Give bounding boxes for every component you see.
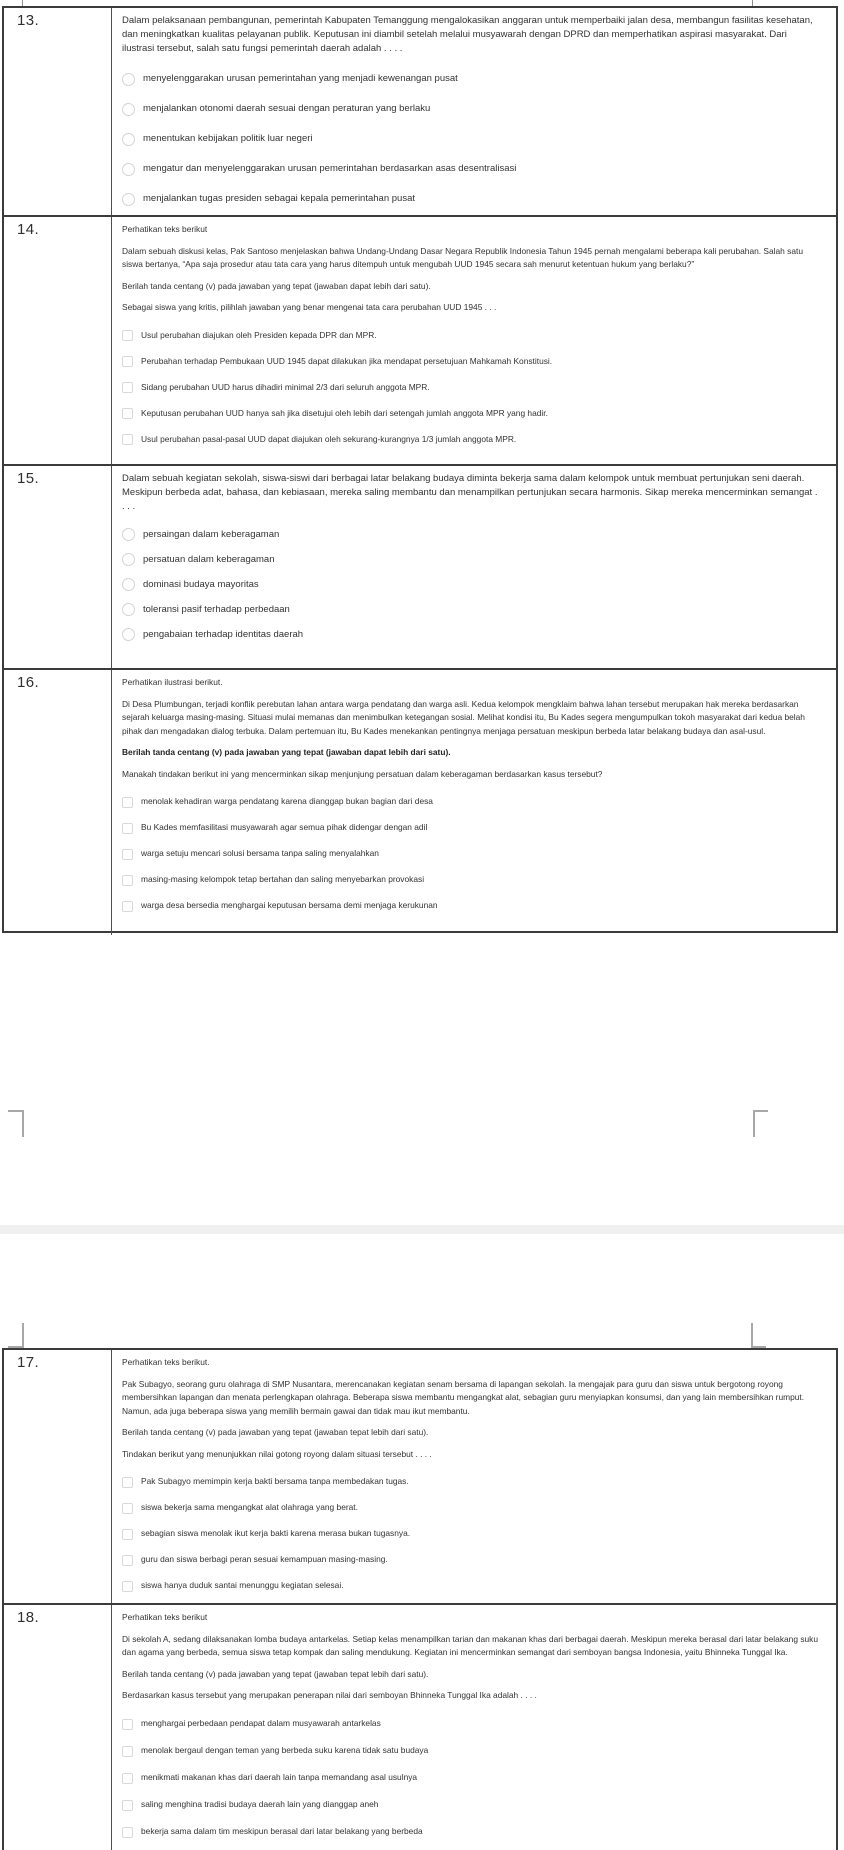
question-paragraph: Berilah tanda centang (v) pada jawaban yang tepat (jawaban dapat lebih dari satu). [122,280,431,291]
checkbox-icon[interactable] [122,1746,133,1757]
options-list [122,1469,820,1599]
option-label: menghargai perbedaan pendapat dalam musyawarah antarkelas [141,1718,381,1729]
checkbox-icon[interactable] [122,797,133,808]
question-paragraph: Di sekolah A, sedang dilaksanakan lomba budaya antarkelas. Setiap kelas menampilkan tarian dan makanan khas dari berbagai daerah. Meskipun mereka berasal dari latar belakang suku dan agama yang berbeda, semua siswa tetap kompak dan saling mendukung. Kegiatan ini mencerminkan semangat dari semboyan bangsa Indonesia, yaitu Bhinneka Tunggal Ika. [122,1633,819,1657]
option-label: masing-masing kelompok tetap bertahan dan saling menyebarkan provokasi [141,874,425,885]
checkbox-icon[interactable] [122,823,133,834]
question-paragraph: Tindakan berikut yang menunjukkan nilai gotong royong dalam situasi tersebut . . . . [122,1448,432,1459]
option-label: Keputusan perubahan UUD hanya sah jika disetujui oleh lebih dari setengah jumlah anggota MPR yang hadir. [141,407,548,418]
option-row [122,1521,820,1547]
option-label: Usul perubahan pasal-pasal UUD dapat diajukan oleh sekurang-kurangnya 1/3 jumlah anggota MPR. [141,433,517,444]
radio-icon[interactable] [122,628,135,641]
option-label: Usul perubahan diajukan oleh Presiden kepada DPR dan MPR. [141,329,377,340]
option-label: siswa bekerja sama mengangkat alat olahraga yang berat. [141,1502,358,1513]
option-label: warga setuju mencari solusi bersama tanpa saling menyalahkan [141,848,379,859]
page-bottom-corner-mark-right [753,1110,755,1137]
option-label: menjalankan tugas presiden sebagai kepala pemerintahan pusat [143,193,415,204]
option-row [122,94,820,124]
options-list [122,522,820,647]
question-number: 17. [4,1350,112,1603]
option-label: menyelenggarakan urusan pemerintahan yang menjadi kewenangan pusat [143,73,458,84]
question-paragraph: Berdasarkan kasus tersebut yang merupakan penerapan nilai dari semboyan Bhinneka Tunggal Ika adalah . . . . [122,1690,537,1700]
checkbox-icon[interactable] [122,356,133,367]
question-content [112,1350,836,1603]
option-row [122,622,820,647]
option-row [122,1495,820,1521]
option-label: dominasi budaya mayoritas [143,578,259,590]
option-label: menikmati makanan khas dari daerah lain tanpa memandang asal usulnya [141,1772,418,1783]
option-row [122,547,820,572]
questions-table-page2 [2,1348,838,1850]
option-label: saling menghina tradisi budaya daerah lain yang dianggap aneh [141,1799,379,1810]
option-row [122,893,820,919]
option-label: bekerja sama dalam tim meskipun berasal dari latar belakang yang berbeda [141,1826,423,1837]
radio-icon[interactable] [122,163,135,176]
checkbox-icon[interactable] [122,1581,133,1592]
radio-icon[interactable] [122,553,135,566]
page-separator-band [0,1225,844,1234]
question-paragraph: Dalam pelaksanaan pembangunan, pemerintah Kabupaten Temanggung mengalokasikan anggaran untuk memperbaiki jalan desa, membangun fasilitas kesehatan, dan meningkatkan kualitas pelayanan publik. Keputusan ini diambil setelah melalui musyawarah dengan DPRD dan memperhatikan aspirasi masyarakat. Dari ilustrasi tersebut, salah satu fungsi pemerintah daerah adalah . . . . [122,15,813,54]
question-paragraph: Sebagai siswa yang kritis, pilihlah jawaban yang benar mengenai tata cara perubahan UUD 1945 . . . [122,302,497,312]
option-label: mengatur dan menyelenggarakan urusan pemerintahan berdasarkan asas desentralisasi [143,163,517,174]
checkbox-icon[interactable] [122,1477,133,1488]
checkbox-icon[interactable] [122,1555,133,1566]
option-row [122,1711,820,1738]
option-label: Bu Kades memfasilitasi musyawarah agar semua pihak didengar dengan adil [141,822,428,833]
question-paragraph: Perhatikan ilustrasi berikut. [122,677,223,687]
checkbox-icon[interactable] [122,382,133,393]
question-number: 13. [4,8,112,215]
question-content [112,8,836,215]
option-row [122,1469,820,1495]
checkbox-icon[interactable] [122,330,133,341]
question-paragraph: Pak Subagyo, seorang guru olahraga di SMP Nusantara, merencanakan kegiatan senam bersama di lapangan sekolah. Ia mengajak para guru dan siswa untuk bergotong royong membersihkan lapangan dan menata perlengkapan olahraga. Beberapa siswa membantu mengangkat alat, sebagian guru menyiapkan konsumsi, dan yang lain membersihkan rumput. Namun, ada juga beberapa siswa yang memilih bermain gawai dan tidak mau ikut membantu. [122,1378,805,1416]
question-paragraph: Perhatikan teks berikut [122,1612,208,1622]
option-row [122,349,820,375]
radio-icon[interactable] [122,603,135,616]
page-bottom-corner-mark-right [753,1110,768,1112]
question-paragraph: Di Desa Plumbungan, terjadi konflik perebutan lahan antara warga pendatang dan warga asli. Kedua kelompok mengklaim bahwa lahan tersebut merupakan hak mereka berdasarkan sejarah keluarga masing-masing. Situasi mulai memanas dan menimbulkan ketegangan sosial. Melihat kondisi itu, Bu Kades segera mengumpulkan tokoh masyarakat dari kedua belah pihak dan mengadakan dialog terbuka. Dalam pertemuan itu, Bu Kades menekankan pentingnya menjaga persatuan meskipun berbeda latar belakang budaya dan asal-usul. [122,698,805,736]
radio-icon[interactable] [122,578,135,591]
option-row [122,572,820,597]
question-row [4,8,836,215]
options-list [122,789,820,919]
options-list [122,323,820,453]
checkbox-icon[interactable] [122,434,133,445]
page-top-corner-mark-right [751,1323,753,1348]
radio-icon[interactable] [122,103,135,116]
question-number: 15. [4,466,112,668]
option-row [122,64,820,94]
question-row [4,668,836,935]
checkbox-icon[interactable] [122,1773,133,1784]
option-row [122,323,820,349]
question-content [112,466,836,668]
question-row [4,1350,836,1603]
question-paragraph: Manakah tindakan berikut ini yang mencerminkan sikap menjunjung persatuan dalam keberagaman berdasarkan kasus tersebut? [122,768,603,779]
option-row [122,815,820,841]
option-label: menentukan kebijakan politik luar negeri [143,133,313,144]
question-paragraph: Perhatikan teks berikut. [122,1357,210,1367]
option-row [122,124,820,154]
question-content [112,217,836,464]
option-row [122,789,820,815]
option-row [122,841,820,867]
instruction-text: Berilah tanda centang (v) pada jawaban yang tepat (jawaban dapat lebih dari satu). [122,747,451,757]
question-paragraph: Dalam sebuah kegiatan sekolah, siswa-siswi dari berbagai latar belakang budaya diminta bekerja sama dalam kelompok untuk membuat pertunjukan seni daerah. Meskipun berbeda adat, bahasa, dan kebiasaan, mereka saling membantu dan menampilkan pertunjukan secara harmonis. Sikap mereka mencerminkan semangat . . . . [122,473,818,512]
option-label: siswa hanya duduk santai menunggu kegiatan selesai. [141,1580,344,1591]
question-content [112,1605,836,1850]
option-label: pengabaian terhadap identitas daerah [143,628,304,640]
option-row [122,867,820,893]
question-paragraph: Berilah tanda centang (v) pada jawaban yang tepat (jawaban tepat lebih dari satu). [122,1427,429,1437]
radio-icon[interactable] [122,73,135,86]
page-top-corner-mark-left [22,1323,24,1348]
option-label: persaingan dalam keberagaman [143,528,280,540]
option-label: Perubahan terhadap Pembukaan UUD 1945 dapat dilakukan jika mendapat persetujuan Mahkamah Konstitusi. [141,355,553,366]
option-row [122,154,820,184]
question-number: 18. [4,1605,112,1850]
checkbox-icon[interactable] [122,1503,133,1514]
question-row [4,1603,836,1850]
option-row [122,1738,820,1765]
question-content [112,670,836,935]
option-label: persatuan dalam keberagaman [143,553,275,565]
checkbox-icon[interactable] [122,901,133,912]
radio-icon[interactable] [122,193,135,206]
option-row [122,401,820,427]
option-row [122,1819,820,1846]
option-row [122,427,820,453]
question-paragraph: Perhatikan teks berikut [122,224,208,234]
question-row [4,464,836,668]
option-label: warga desa bersedia menghargai keputusan bersama demi menjaga kerukunan [141,900,438,911]
option-label: toleransi pasif terhadap perbedaan [143,603,290,615]
page-bottom-corner-mark-left [22,1110,24,1137]
checkbox-icon[interactable] [122,849,133,860]
checkbox-icon[interactable] [122,1719,133,1730]
option-row [122,1547,820,1573]
option-row [122,1792,820,1819]
checkbox-icon[interactable] [122,1800,133,1811]
checkbox-icon[interactable] [122,1827,133,1838]
option-row [122,375,820,401]
options-list [122,64,820,214]
checkbox-icon[interactable] [122,875,133,886]
question-number: 16. [4,670,112,935]
option-label: menjalankan otonomi daerah sesuai dengan peraturan yang berlaku [143,103,431,114]
checkbox-icon[interactable] [122,408,133,419]
questions-table-page1 [2,6,838,933]
radio-icon[interactable] [122,133,135,146]
radio-icon[interactable] [122,528,135,541]
option-label: menolak kehadiran warga pendatang karena dianggap bukan bagian dari desa [141,796,433,807]
question-number: 14. [4,217,112,464]
option-row [122,184,820,214]
option-label: Pak Subagyo memimpin kerja bakti bersama tanpa membedakan tugas. [141,1476,409,1487]
option-label: menolak bergaul dengan teman yang berbeda suku karena tidak satu budaya [141,1745,429,1756]
question-paragraph: Berilah tanda centang (v) pada jawaban yang tepat (jawaban tepat lebih dari satu). [122,1668,429,1679]
option-row [122,1573,820,1599]
option-row [122,522,820,547]
checkbox-icon[interactable] [122,1529,133,1540]
option-row [122,597,820,622]
page-bottom-corner-mark-left [8,1110,23,1112]
question-paragraph: Dalam sebuah diskusi kelas, Pak Santoso menjelaskan bahwa Undang-Undang Dasar Negara Republik Indonesia Tahun 1945 pernah mengalami beberapa kali perubahan. Salah satu siswa bertanya, “Apa saja prosedur atau tata cara yang harus ditempuh untuk mengubah UUD 1945 secara sah menurut ketentuan hukum yang berlaku?” [122,245,803,269]
options-list [122,1711,820,1846]
option-row [122,1765,820,1792]
option-label: sebagian siswa menolak ikut kerja bakti karena merasa bukan tugasnya. [141,1528,411,1539]
question-row [4,215,836,464]
option-label: guru dan siswa berbagi peran sesuai kemampuan masing-masing. [141,1554,388,1565]
option-label: Sidang perubahan UUD harus dihadiri minimal 2/3 dari seluruh anggota MPR. [141,381,430,392]
